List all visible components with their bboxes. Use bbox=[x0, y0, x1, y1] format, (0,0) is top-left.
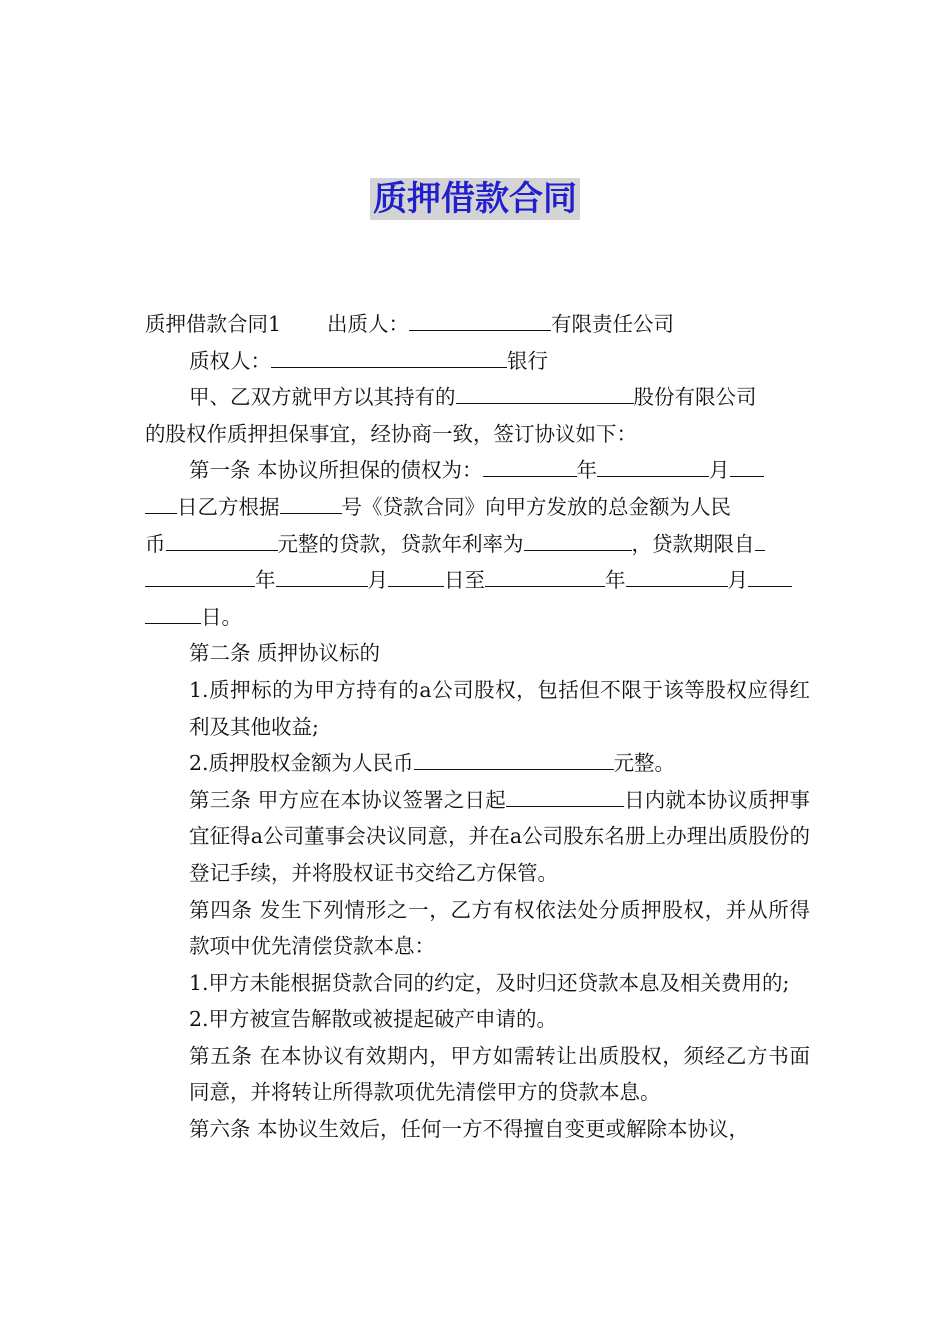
blank-rate bbox=[524, 549, 632, 551]
rate-text: 元整的贷款，贷款年利率为 bbox=[277, 531, 524, 556]
loan-text-b: 号《贷款合同》向甲方发放的总金额为人民 bbox=[341, 494, 731, 519]
line-1 bbox=[145, 306, 810, 343]
equity-amount-suffix: 元整。 bbox=[613, 751, 676, 776]
blank-contract-no bbox=[280, 512, 342, 514]
line-2 bbox=[145, 343, 810, 380]
line-5 bbox=[145, 452, 810, 489]
start-day-label: 日至 bbox=[444, 568, 485, 593]
line-4: 的股权作质押担保事宜，经协商一致，签订协议如下： bbox=[145, 421, 637, 446]
article-2-item-2 bbox=[145, 745, 810, 782]
article-4-item-2: 2.甲方被宣告解散或被提起破产申请的。 bbox=[189, 1007, 558, 1032]
blank-day-b bbox=[145, 512, 177, 514]
blank-end-day-b bbox=[145, 622, 201, 624]
article-3 bbox=[145, 782, 810, 892]
blank-end-year bbox=[485, 585, 605, 587]
article-1-text: 第一条 本协议所担保的债权为： bbox=[189, 458, 483, 483]
blank-company bbox=[456, 402, 634, 404]
intro-text: 甲、乙双方就甲方以其持有的 bbox=[189, 385, 456, 410]
blank-days bbox=[506, 805, 624, 807]
month-label: 月 bbox=[709, 458, 730, 483]
end-month-label: 月 bbox=[727, 568, 748, 593]
blank-pledgor bbox=[409, 329, 551, 331]
blank-term-a bbox=[755, 549, 765, 551]
loan-text-a: 日乙方根据 bbox=[177, 494, 280, 519]
blank-equity-amount bbox=[414, 768, 614, 770]
end-year-label: 年 bbox=[605, 568, 626, 593]
article-4-item-1: 1.甲方未能根据贷款合同的约定，及时归还贷款本息及相关费用的; bbox=[189, 970, 790, 995]
equity-amount-text: 2.质押股权金额为人民币 bbox=[189, 751, 414, 776]
year-label: 年 bbox=[576, 458, 598, 483]
blank-month bbox=[597, 475, 709, 477]
blank-start-day bbox=[388, 585, 444, 587]
line-9 bbox=[145, 599, 810, 636]
blank-start-month bbox=[276, 585, 368, 587]
blank-day-a bbox=[730, 475, 764, 477]
article-2-heading: 第二条 质押协议标的 bbox=[189, 641, 381, 666]
blank-amount bbox=[166, 549, 278, 551]
title-container bbox=[0, 178, 950, 220]
blank-end-day-a bbox=[748, 585, 792, 587]
start-year-label: 年 bbox=[255, 568, 276, 593]
line-7 bbox=[145, 526, 810, 563]
contract-number: 质押借款合同1 bbox=[145, 312, 282, 336]
blank-end-month bbox=[626, 585, 728, 587]
currency-label: 币 bbox=[145, 531, 166, 556]
line-8 bbox=[145, 562, 810, 599]
document-body bbox=[145, 306, 810, 1148]
blank-pledgee bbox=[271, 366, 507, 368]
blank-start-year bbox=[145, 585, 255, 587]
pledgor-suffix: 有限责任公司 bbox=[551, 312, 675, 336]
end-day-label: 日。 bbox=[201, 604, 242, 629]
article-6: 第六条 本协议生效后，任何一方不得擅自变更或解除本协议， bbox=[189, 1117, 750, 1142]
document-title: 质押借款合同 bbox=[370, 178, 580, 220]
term-text: ，贷款期限自 bbox=[631, 531, 755, 556]
pledgee-suffix: 银行 bbox=[507, 348, 548, 373]
article-2-item-1: 1.质押标的为甲方持有的a公司股权，包括但不限于该等股权应得红利及其他收益; bbox=[189, 677, 810, 739]
blank-year bbox=[483, 475, 577, 477]
pledgor-label: 出质人： bbox=[327, 312, 410, 336]
intro-suffix: 股份有限公司 bbox=[633, 385, 757, 410]
article-3-text-a: 第三条 甲方应在本协议签署之日起 bbox=[189, 787, 506, 812]
pledgee-label: 质权人： bbox=[189, 348, 271, 373]
start-month-label: 月 bbox=[367, 568, 388, 593]
line-6 bbox=[145, 489, 810, 526]
line-3 bbox=[145, 379, 810, 416]
article-5: 第五条 在本协议有效期内，甲方如需转让出质股权，须经乙方书面同意，并将转让所得款项优先清偿甲方的贷款本息。 bbox=[189, 1043, 810, 1105]
article-3-text-b: 日内就本协议质押事宜征得a公司董事会决议同意，并在a公司股东名册上办理出质股份的登记手续，并将股权证书交给乙方保管。 bbox=[189, 787, 810, 885]
article-4: 第四条 发生下列情形之一，乙方有权依法处分质押股权，并从所得款项中优先清偿贷款本息： bbox=[189, 897, 810, 959]
